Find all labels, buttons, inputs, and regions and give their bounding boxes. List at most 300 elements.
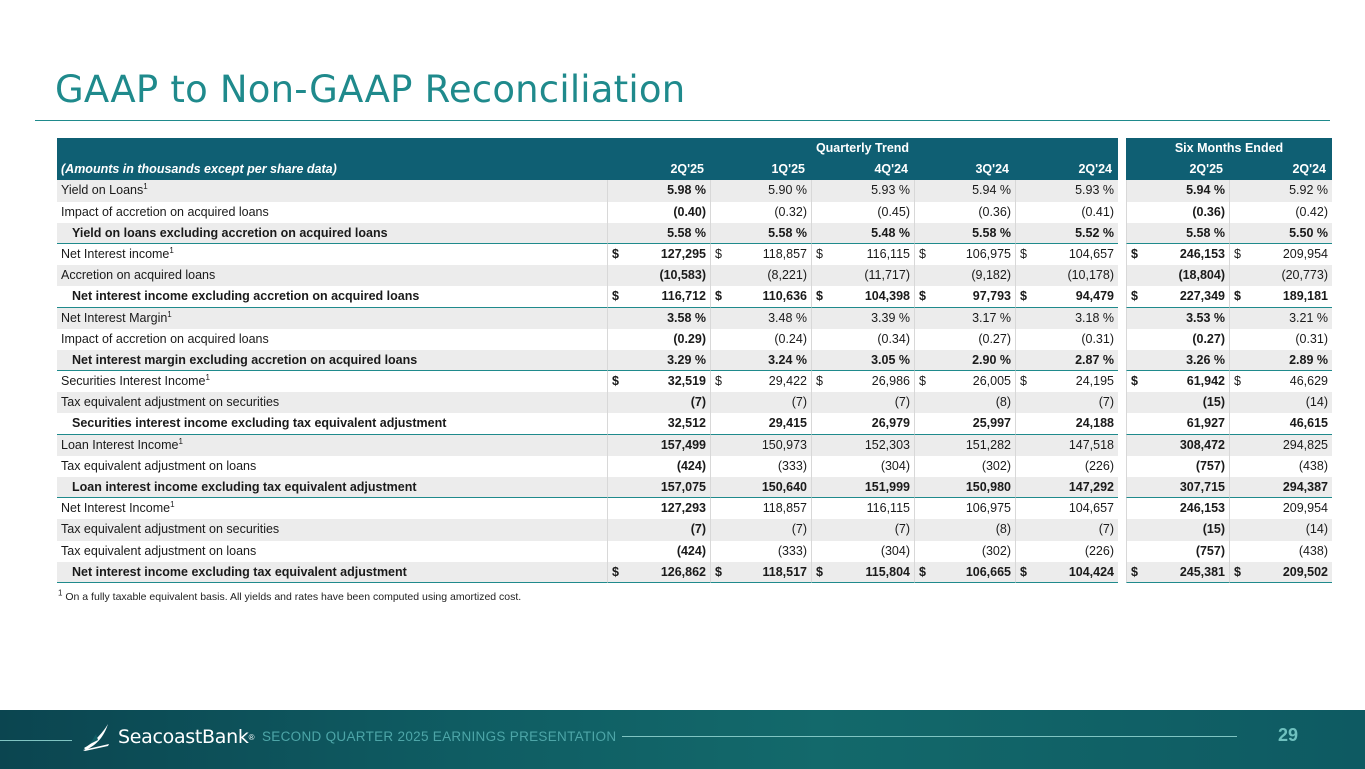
currency-symbol: $ bbox=[1234, 564, 1241, 579]
cell-value: 307,715 bbox=[1179, 480, 1225, 494]
column-gap bbox=[1118, 329, 1126, 350]
table-cell bbox=[1015, 329, 1118, 350]
currency-symbol: $ bbox=[816, 246, 823, 261]
cell-value: 2.89 % bbox=[1289, 352, 1328, 367]
cell-value: (0.36) bbox=[978, 204, 1011, 219]
table-cell bbox=[914, 265, 1015, 286]
cell-value: 46,615 bbox=[1289, 416, 1328, 431]
cell-value: 151,999 bbox=[864, 480, 910, 494]
page-title: GAAP to Non-GAAP Reconciliation bbox=[55, 68, 686, 111]
cell-value: 3.17 % bbox=[972, 310, 1011, 325]
currency-symbol: $ bbox=[715, 374, 722, 389]
table-cell bbox=[1015, 435, 1118, 456]
currency-symbol: $ bbox=[1131, 374, 1138, 389]
cell-value: (18,804) bbox=[1178, 268, 1225, 283]
cell-value: 106,975 bbox=[965, 501, 1011, 516]
cell-value: (757) bbox=[1195, 458, 1225, 473]
footnote bbox=[58, 588, 522, 603]
cell-value: 116,115 bbox=[866, 501, 910, 516]
footnote-ref: 1 bbox=[170, 500, 175, 510]
cell-value: 3.48 % bbox=[768, 310, 807, 325]
header-corner bbox=[57, 138, 607, 159]
row-label bbox=[57, 308, 607, 329]
table-cell bbox=[1126, 371, 1229, 392]
cell-value: (0.40) bbox=[673, 204, 706, 219]
table-cell bbox=[1126, 223, 1229, 244]
table-cell bbox=[1229, 308, 1332, 329]
row-label-text: Net Interest Income bbox=[61, 501, 171, 516]
table-cell bbox=[914, 435, 1015, 456]
table-cell bbox=[1015, 180, 1118, 201]
table-cell bbox=[1229, 350, 1332, 371]
cell-value: (438) bbox=[1298, 543, 1328, 558]
cell-value: (757) bbox=[1195, 543, 1225, 558]
table-cell bbox=[710, 223, 811, 244]
cell-value: 3.53 % bbox=[1186, 310, 1225, 325]
row-label-text: Tax equivalent adjustment on loans bbox=[61, 458, 257, 473]
column-gap bbox=[1118, 286, 1126, 307]
column-header: 2Q'24 bbox=[1015, 159, 1118, 180]
table-cell bbox=[914, 413, 1015, 434]
cell-value: 209,954 bbox=[1282, 246, 1328, 261]
cell-value: 116,712 bbox=[661, 289, 706, 304]
cell-value: 5.50 % bbox=[1289, 225, 1328, 240]
row-label-text: Net Interest Margin bbox=[61, 310, 168, 325]
column-gap bbox=[1118, 202, 1126, 223]
table-cell bbox=[710, 265, 811, 286]
table-cell bbox=[710, 562, 811, 583]
row-label bbox=[57, 329, 607, 350]
table-cell bbox=[914, 308, 1015, 329]
table-cell bbox=[710, 350, 811, 371]
cell-value: 150,640 bbox=[761, 480, 807, 494]
column-header: 1Q'25 bbox=[710, 159, 811, 180]
cell-value: (7) bbox=[791, 522, 807, 537]
table-cell bbox=[811, 244, 914, 265]
table-cell bbox=[710, 329, 811, 350]
table-cell bbox=[914, 477, 1015, 498]
table-cell bbox=[710, 413, 811, 434]
column-gap bbox=[1118, 159, 1126, 180]
table-cell bbox=[914, 519, 1015, 540]
cell-value: (0.36) bbox=[1192, 204, 1225, 219]
table-cell bbox=[1126, 308, 1229, 329]
cell-value: 127,293 bbox=[660, 501, 706, 516]
column-gap bbox=[1118, 477, 1126, 498]
cell-value: 104,424 bbox=[1068, 564, 1114, 579]
cell-value: 157,075 bbox=[660, 480, 706, 494]
cell-value: 5.90 % bbox=[768, 183, 807, 198]
row-label bbox=[57, 498, 607, 519]
table-cell bbox=[1015, 244, 1118, 265]
column-gap bbox=[1118, 392, 1126, 413]
row-label bbox=[57, 435, 607, 456]
table-cell bbox=[811, 329, 914, 350]
cell-value: (10,583) bbox=[659, 268, 706, 283]
cell-value: 32,512 bbox=[667, 416, 706, 431]
column-gap bbox=[1118, 371, 1126, 392]
table-cell bbox=[811, 371, 914, 392]
table-cell bbox=[1015, 223, 1118, 244]
cell-value: 3.05 % bbox=[871, 352, 910, 367]
table-cell bbox=[607, 519, 710, 540]
table-cell bbox=[607, 180, 710, 201]
table-cell bbox=[914, 541, 1015, 562]
table-cell bbox=[1015, 286, 1118, 307]
cell-value: 246,153 bbox=[1179, 246, 1225, 261]
column-gap bbox=[1118, 223, 1126, 244]
column-gap bbox=[1118, 244, 1126, 265]
table-cell bbox=[1229, 286, 1332, 307]
table-cell bbox=[1229, 519, 1332, 540]
cell-value: 104,657 bbox=[1068, 501, 1114, 516]
cell-value: (0.29) bbox=[673, 331, 706, 346]
currency-symbol: $ bbox=[919, 289, 926, 304]
cell-value: 26,005 bbox=[972, 374, 1011, 389]
column-gap bbox=[1118, 498, 1126, 519]
logo-text: SeacoastBank bbox=[118, 726, 249, 748]
cell-value: (0.31) bbox=[1295, 331, 1328, 346]
column-gap bbox=[1118, 562, 1126, 583]
row-label bbox=[57, 519, 607, 540]
row-label bbox=[57, 541, 607, 562]
cell-value: 3.18 % bbox=[1075, 310, 1114, 325]
cell-value: 3.58 % bbox=[667, 310, 706, 325]
table-cell bbox=[1126, 265, 1229, 286]
cell-value: 5.58 % bbox=[667, 225, 706, 240]
table-cell bbox=[1126, 498, 1229, 519]
table-cell bbox=[710, 180, 811, 201]
table-cell bbox=[607, 244, 710, 265]
row-label bbox=[57, 202, 607, 223]
cell-value: 26,979 bbox=[871, 416, 910, 431]
row-label-text: Net interest income excluding tax equivalent adjustment bbox=[72, 564, 407, 579]
table-cell bbox=[811, 286, 914, 307]
table-cell bbox=[811, 180, 914, 201]
cell-value: (226) bbox=[1084, 458, 1114, 473]
cell-value: 151,282 bbox=[965, 437, 1011, 452]
currency-symbol: $ bbox=[1020, 246, 1027, 261]
currency-symbol: $ bbox=[1131, 289, 1138, 304]
table-cell bbox=[1229, 498, 1332, 519]
cell-value: 5.94 % bbox=[972, 183, 1011, 198]
cell-value: 5.93 % bbox=[1075, 183, 1114, 198]
cell-value: 150,980 bbox=[965, 480, 1011, 494]
cell-value: (0.27) bbox=[1192, 331, 1225, 346]
currency-symbol: $ bbox=[919, 374, 926, 389]
table-cell bbox=[710, 202, 811, 223]
cell-value: 227,349 bbox=[1179, 289, 1225, 304]
column-gap bbox=[1118, 265, 1126, 286]
table-cell bbox=[1229, 265, 1332, 286]
table-cell bbox=[1015, 456, 1118, 477]
table-cell bbox=[1015, 498, 1118, 519]
table-cell bbox=[1126, 562, 1229, 583]
footer-rule-left bbox=[0, 740, 72, 741]
column-gap bbox=[1118, 350, 1126, 371]
page-number: 29 bbox=[1278, 725, 1299, 745]
table-cell bbox=[1229, 413, 1332, 434]
cell-value: 24,195 bbox=[1075, 374, 1114, 389]
currency-symbol: $ bbox=[816, 289, 823, 304]
cell-value: 3.26 % bbox=[1186, 352, 1225, 367]
cell-value: 118,857 bbox=[762, 501, 807, 516]
cell-value: (0.45) bbox=[877, 204, 910, 219]
column-header: 3Q'24 bbox=[914, 159, 1015, 180]
table-cell bbox=[1015, 308, 1118, 329]
cell-value: (9,182) bbox=[971, 268, 1011, 283]
cell-value: 2.90 % bbox=[972, 352, 1011, 367]
cell-value: 3.24 % bbox=[768, 352, 807, 367]
cell-value: 127,295 bbox=[660, 246, 706, 261]
row-label bbox=[57, 413, 607, 434]
footer-caption: SECOND QUARTER 2025 EARNINGS PRESENTATION bbox=[262, 729, 617, 744]
currency-symbol: $ bbox=[1020, 289, 1027, 304]
row-label-text: Tax equivalent adjustment on securities bbox=[61, 395, 280, 410]
table-cell bbox=[811, 477, 914, 498]
cell-value: 5.94 % bbox=[1186, 183, 1225, 198]
table-cell bbox=[1229, 180, 1332, 201]
cell-value: 29,415 bbox=[768, 416, 807, 431]
cell-value: 3.21 % bbox=[1289, 310, 1328, 325]
table-cell bbox=[710, 456, 811, 477]
table-cell bbox=[1126, 541, 1229, 562]
cell-value: (438) bbox=[1298, 458, 1328, 473]
row-label bbox=[57, 371, 607, 392]
currency-symbol: $ bbox=[1020, 564, 1027, 579]
table-cell bbox=[1015, 541, 1118, 562]
column-header: 4Q'24 bbox=[811, 159, 914, 180]
cell-value: (304) bbox=[880, 458, 910, 473]
cell-value: (302) bbox=[981, 458, 1011, 473]
cell-value: 106,665 bbox=[965, 564, 1011, 579]
table-cell bbox=[710, 286, 811, 307]
column-gap bbox=[1118, 180, 1126, 201]
cell-value: 3.39 % bbox=[871, 310, 910, 325]
cell-value: (8) bbox=[995, 395, 1011, 410]
column-gap bbox=[1118, 308, 1126, 329]
cell-value: 61,942 bbox=[1186, 374, 1225, 389]
cell-value: 26,986 bbox=[871, 374, 910, 389]
table-cell bbox=[811, 392, 914, 413]
row-label bbox=[57, 477, 607, 498]
column-gap bbox=[1118, 541, 1126, 562]
cell-value: 94,479 bbox=[1075, 289, 1114, 304]
table-cell bbox=[607, 223, 710, 244]
table-cell bbox=[1229, 371, 1332, 392]
table-cell bbox=[607, 541, 710, 562]
table-cell bbox=[1126, 477, 1229, 498]
cell-value: 118,857 bbox=[762, 246, 807, 261]
table-cell bbox=[710, 519, 811, 540]
table-cell bbox=[1015, 562, 1118, 583]
cell-value: 61,927 bbox=[1186, 416, 1225, 431]
table-cell bbox=[607, 371, 710, 392]
row-label-text: Loan Interest Income bbox=[61, 437, 179, 452]
cell-value: 5.92 % bbox=[1289, 183, 1328, 198]
row-label-text: Net interest income excluding accretion on acquired loans bbox=[72, 289, 420, 304]
cell-value: (0.42) bbox=[1295, 204, 1328, 219]
cell-value: 5.48 % bbox=[871, 225, 910, 240]
table-cell bbox=[607, 308, 710, 329]
currency-symbol: $ bbox=[715, 246, 722, 261]
table-cell bbox=[1015, 202, 1118, 223]
table-cell bbox=[811, 350, 914, 371]
column-gap bbox=[1118, 519, 1126, 540]
cell-value: 5.58 % bbox=[972, 225, 1011, 240]
currency-symbol: $ bbox=[1020, 374, 1027, 389]
currency-symbol: $ bbox=[1234, 374, 1241, 389]
cell-value: (0.31) bbox=[1081, 331, 1114, 346]
table-cell bbox=[811, 308, 914, 329]
table-cell bbox=[914, 562, 1015, 583]
table-cell bbox=[1126, 202, 1229, 223]
cell-value: 294,387 bbox=[1282, 480, 1328, 494]
table-cell bbox=[1229, 562, 1332, 583]
table-cell bbox=[607, 392, 710, 413]
cell-value: (10,178) bbox=[1067, 268, 1114, 283]
column-header: 2Q'25 bbox=[607, 159, 710, 180]
cell-value: (8,221) bbox=[767, 268, 807, 283]
cell-value: 25,997 bbox=[972, 416, 1011, 431]
row-label bbox=[57, 562, 607, 583]
cell-value: 157,499 bbox=[660, 437, 706, 452]
footnote-ref: 1 bbox=[167, 309, 172, 319]
table-cell bbox=[1015, 413, 1118, 434]
row-label-text: Impact of accretion on acquired loans bbox=[61, 204, 269, 219]
cell-value: 46,629 bbox=[1289, 374, 1328, 389]
table-cell bbox=[710, 498, 811, 519]
table-cell bbox=[1229, 223, 1332, 244]
cell-value: 5.58 % bbox=[768, 225, 807, 240]
title-divider bbox=[35, 120, 1330, 121]
table-cell bbox=[914, 329, 1015, 350]
column-gap bbox=[1118, 138, 1126, 159]
table-cell bbox=[1126, 392, 1229, 413]
cell-value: 106,975 bbox=[965, 246, 1011, 261]
cell-value: 189,181 bbox=[1282, 289, 1328, 304]
label-column-header: (Amounts in thousands except per share data) bbox=[57, 159, 607, 180]
table-cell bbox=[607, 456, 710, 477]
table-cell bbox=[607, 329, 710, 350]
table-cell bbox=[1126, 244, 1229, 265]
table-cell bbox=[1015, 265, 1118, 286]
group-header-six-months: Six Months Ended bbox=[1126, 138, 1332, 159]
cell-value: (14) bbox=[1305, 522, 1328, 537]
cell-value: 294,825 bbox=[1282, 437, 1328, 452]
currency-symbol: $ bbox=[816, 564, 823, 579]
cell-value: (226) bbox=[1084, 543, 1114, 558]
table-cell bbox=[1126, 413, 1229, 434]
cell-value: (15) bbox=[1202, 522, 1225, 537]
table-cell bbox=[1126, 329, 1229, 350]
footnote-ref: 1 bbox=[178, 436, 183, 446]
table-cell bbox=[710, 392, 811, 413]
cell-value: 150,973 bbox=[761, 437, 807, 452]
row-label-text: Yield on Loans bbox=[61, 183, 144, 198]
table-cell bbox=[607, 477, 710, 498]
row-label bbox=[57, 180, 607, 201]
cell-value: 115,804 bbox=[865, 564, 910, 579]
cell-value: 29,422 bbox=[768, 374, 807, 389]
table-cell bbox=[1229, 541, 1332, 562]
currency-symbol: $ bbox=[816, 374, 823, 389]
table-cell bbox=[811, 519, 914, 540]
cell-value: (302) bbox=[981, 543, 1011, 558]
row-label-text: Securities interest income excluding tax equivalent adjustment bbox=[72, 416, 447, 431]
table-cell bbox=[710, 371, 811, 392]
row-label-text: Yield on loans excluding accretion on acquired loans bbox=[72, 225, 388, 240]
cell-value: 308,472 bbox=[1179, 437, 1225, 452]
cell-value: 209,954 bbox=[1282, 501, 1328, 516]
table-cell bbox=[1015, 350, 1118, 371]
table-cell bbox=[914, 244, 1015, 265]
footnote-marker: 1 bbox=[58, 588, 63, 598]
cell-value: 246,153 bbox=[1179, 501, 1225, 516]
row-label-text: Securities Interest Income bbox=[61, 374, 206, 389]
cell-value: (7) bbox=[791, 395, 807, 410]
table-cell bbox=[1015, 477, 1118, 498]
cell-value: 126,862 bbox=[660, 564, 706, 579]
seacoast-sail-icon bbox=[82, 722, 112, 752]
cell-value: 104,398 bbox=[864, 289, 910, 304]
cell-value: (7) bbox=[1098, 522, 1114, 537]
cell-value: (11,717) bbox=[864, 268, 910, 283]
cell-value: 245,381 bbox=[1179, 564, 1225, 579]
cell-value: (304) bbox=[880, 543, 910, 558]
cell-value: (0.32) bbox=[774, 204, 807, 219]
table-cell bbox=[1229, 329, 1332, 350]
table-cell bbox=[710, 435, 811, 456]
cell-value: (7) bbox=[894, 522, 910, 537]
table-cell bbox=[1229, 456, 1332, 477]
table-cell bbox=[914, 456, 1015, 477]
table-cell bbox=[811, 435, 914, 456]
group-header-quarterly: Quarterly Trend bbox=[607, 138, 1118, 159]
row-label-text: Net Interest income bbox=[61, 246, 170, 261]
row-label-text: Net interest margin excluding accretion on acquired loans bbox=[72, 352, 418, 367]
footnote-ref: 1 bbox=[205, 372, 210, 382]
row-label-text: Accretion on acquired loans bbox=[61, 268, 216, 283]
table-cell bbox=[811, 498, 914, 519]
table-cell bbox=[914, 202, 1015, 223]
currency-symbol: $ bbox=[919, 564, 926, 579]
currency-symbol: $ bbox=[1131, 246, 1138, 261]
column-header: 2Q'24 bbox=[1229, 159, 1332, 180]
table-cell bbox=[1126, 350, 1229, 371]
table-cell bbox=[1015, 519, 1118, 540]
cell-value: 110,636 bbox=[762, 289, 807, 304]
table-cell bbox=[710, 541, 811, 562]
table-cell bbox=[1126, 519, 1229, 540]
table-cell bbox=[811, 413, 914, 434]
cell-value: 118,517 bbox=[762, 564, 807, 579]
cell-value: 3.29 % bbox=[667, 352, 706, 367]
currency-symbol: $ bbox=[612, 246, 619, 261]
cell-value: 2.87 % bbox=[1075, 352, 1114, 367]
table-cell bbox=[607, 202, 710, 223]
table-cell bbox=[1229, 244, 1332, 265]
row-label bbox=[57, 223, 607, 244]
cell-value: 5.98 % bbox=[667, 183, 706, 198]
currency-symbol: $ bbox=[612, 289, 619, 304]
cell-value: 147,292 bbox=[1068, 480, 1114, 494]
currency-symbol: $ bbox=[612, 564, 619, 579]
table-cell bbox=[607, 350, 710, 371]
table-cell bbox=[914, 350, 1015, 371]
table-cell bbox=[914, 180, 1015, 201]
row-label bbox=[57, 265, 607, 286]
